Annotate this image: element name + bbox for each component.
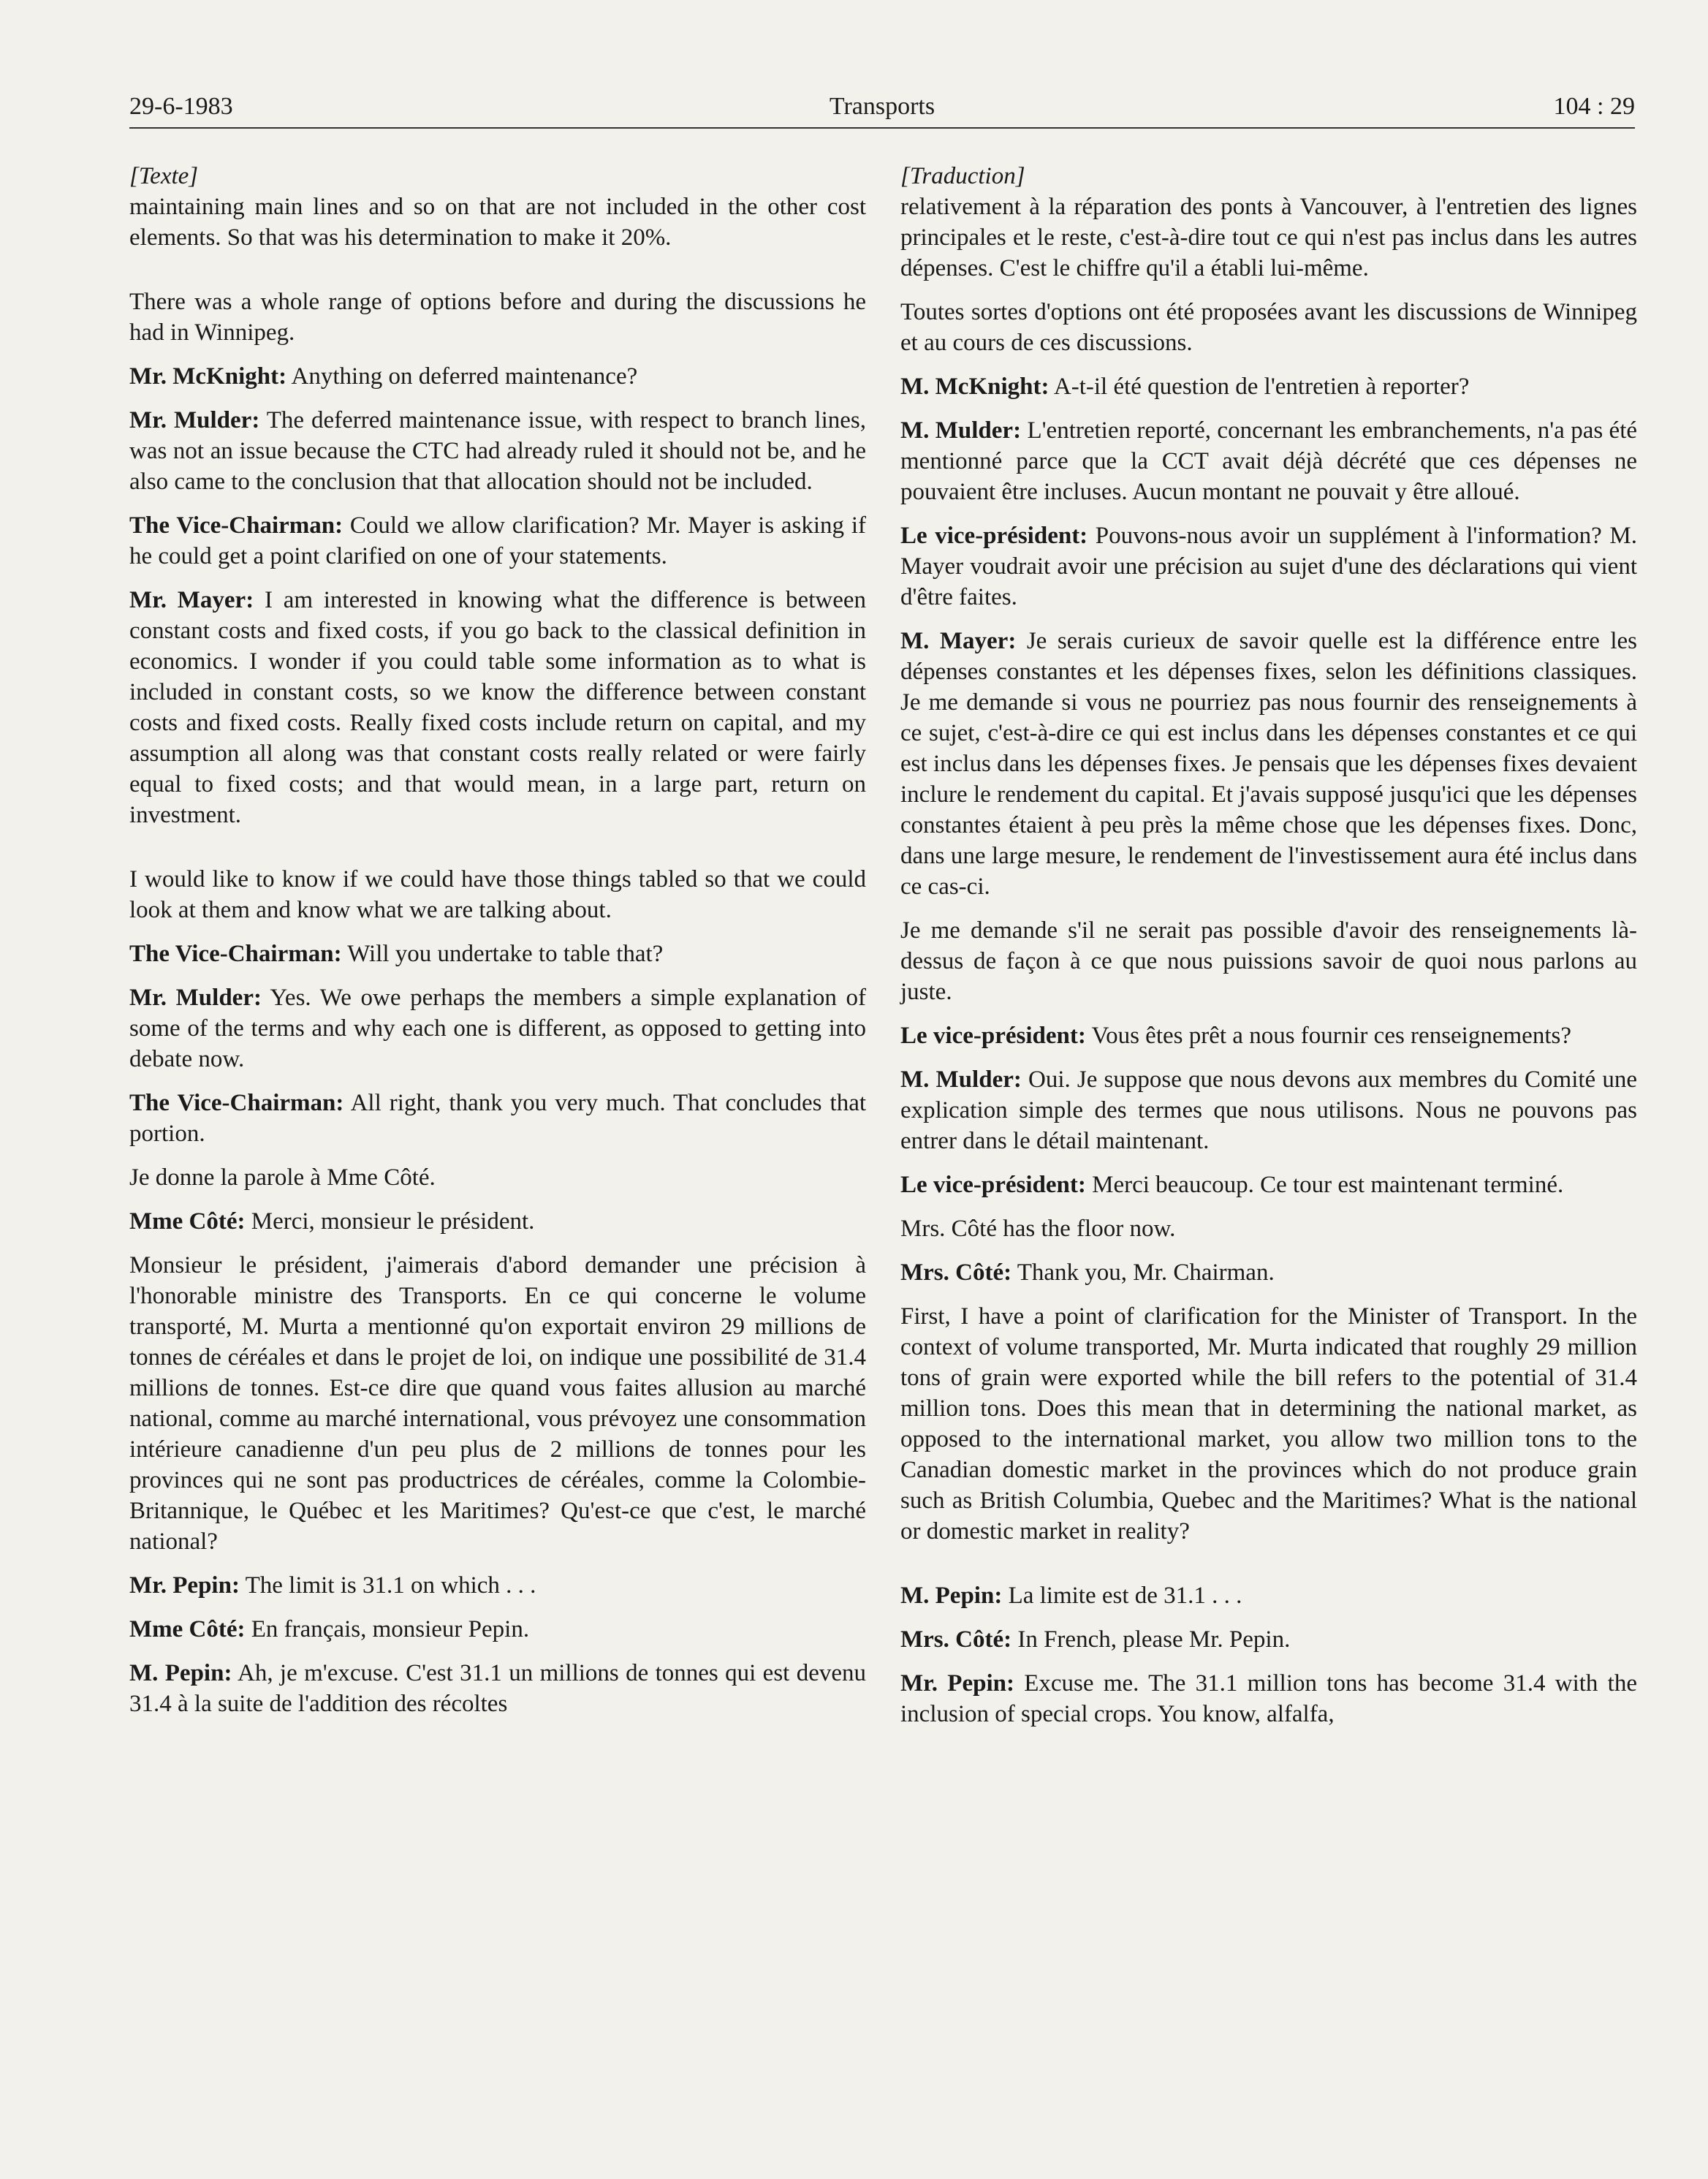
paragraph bbox=[900, 626, 1637, 902]
paragraph bbox=[129, 982, 866, 1075]
speaker-name: The Vice-Chairman: bbox=[129, 512, 344, 539]
paragraph bbox=[129, 939, 866, 969]
paragraph-text: I would like to know if we could have those things tabled so that we could look at them and know what we are talking about. bbox=[129, 866, 866, 923]
paragraph bbox=[900, 192, 1637, 284]
speaker-name: Le vice-président: bbox=[900, 523, 1088, 549]
speaker-name: The Vice-Chairman: bbox=[129, 1090, 344, 1116]
paragraph-text: Vous êtes prêt a nous fournir ces renseignements? bbox=[1091, 1023, 1571, 1049]
paragraph-text: The limit is 31.1 on which . . . bbox=[245, 1572, 536, 1599]
paragraph-text: In French, please Mr. Pepin. bbox=[1017, 1626, 1291, 1653]
paragraph bbox=[129, 192, 866, 253]
paragraph bbox=[129, 1658, 866, 1719]
paragraph bbox=[900, 1257, 1637, 1288]
paragraph-text: La limite est de 31.1 . . . bbox=[1008, 1583, 1242, 1609]
header-date: 29-6-1983 bbox=[129, 93, 233, 120]
paragraph-text: L'entretien reporté, concernant les embranchements, n'a pas été mentionné parce que la CCT avait déjà décrété que ces dépenses ne pouvaient être incluses. Aucun montant ne pouvait y être alloué. bbox=[900, 417, 1638, 505]
paragraph bbox=[129, 1250, 866, 1557]
paragraph bbox=[900, 415, 1637, 507]
speaker-name: M. Mayer: bbox=[900, 628, 1017, 654]
paragraph bbox=[900, 1213, 1637, 1244]
speaker-name: M. McKnight: bbox=[900, 374, 1050, 400]
paragraph-text: Je serais curieux de savoir quelle est la différence entre les dépenses constantes et les dépenses fixes, selon les définitions classiques. Je me demande si vous ne pourriez pas nous fournir des renseignements à ce sujet, c'est-à-dire ce qui est inclus dans les dépenses constantes et ce qui est inclus dans les dépenses fixes. Je pensais que les dépenses fixes devaient inclure le rendement du capital. Et j'avais supposé jusqu'ici que les dépenses constantes étaient à peu près la même chose que les dépenses fixes. Donc, dans une large mesure, le rendement de l'investissement aura été inclus dans ce cas-ci. bbox=[900, 628, 1638, 900]
paragraph-text: Thank you, Mr. Chairman. bbox=[1017, 1259, 1275, 1286]
paragraph-text: Pouvons-nous avoir un supplément à l'information? M. Mayer voudrait avoir une précision au sujet d'une des déclarations qui vient d'être faites. bbox=[900, 523, 1637, 610]
speaker-name: Le vice-président: bbox=[900, 1172, 1086, 1198]
paragraph-text: All right, thank you very much. That concludes that portion. bbox=[129, 1090, 867, 1147]
paragraph-text: Merci beaucoup. Ce tour est maintenant terminé. bbox=[1092, 1172, 1564, 1198]
header-title: Transports bbox=[829, 93, 935, 120]
paragraph-text: The deferred maintenance issue, with respect to branch lines, was not an issue because the CTC had already ruled it should not be, and he also came to the conclusion that that allocation should not be included. bbox=[129, 407, 866, 495]
paragraph-text: Oui. Je suppose que nous devons aux membres du Comité une explication simple des termes que nous utilisons. Nous ne pouvons pas entrer dans le détail maintenant. bbox=[900, 1066, 1638, 1154]
paragraph bbox=[129, 1206, 866, 1237]
paragraph bbox=[129, 585, 866, 830]
speaker-name: Le vice-président: bbox=[900, 1023, 1086, 1049]
column-tag: [Texte] bbox=[129, 163, 199, 189]
paragraph bbox=[900, 1624, 1637, 1655]
speaker-name: Mme Côté: bbox=[129, 1616, 246, 1642]
paragraph bbox=[129, 510, 866, 572]
paragraph bbox=[129, 287, 866, 348]
column-tag: [Traduction] bbox=[900, 163, 1025, 189]
speaker-name: M. Pepin: bbox=[900, 1583, 1003, 1609]
header-page-number: 104 : 29 bbox=[1553, 93, 1635, 120]
speaker-name: M. Mulder: bbox=[900, 417, 1022, 444]
paragraph-text: Merci, monsieur le président. bbox=[251, 1208, 535, 1235]
speaker-name: Mr. McKnight: bbox=[129, 363, 287, 390]
paragraph bbox=[900, 1668, 1637, 1729]
paragraph-text: Could we allow clarification? Mr. Mayer is asking if he could get a point clarified on one of your statements. bbox=[129, 512, 866, 569]
speaker-name: Mr. Mulder: bbox=[129, 985, 262, 1011]
paragraph-text: Will you undertake to table that? bbox=[347, 941, 664, 967]
paragraph bbox=[900, 520, 1637, 613]
speaker-name: Mrs. Côté: bbox=[900, 1259, 1012, 1286]
speaker-name: The Vice-Chairman: bbox=[129, 941, 342, 967]
paragraph-text: Toutes sortes d'options ont été proposées avant les discussions de Winnipeg et au cours de ces discussions. bbox=[900, 299, 1637, 356]
running-header bbox=[129, 86, 1635, 129]
paragraph-text: First, I have a point of clarification for the Minister of Transport. In the context of volume transported, Mr. Murta indicated that roughly 29 million tons of grain were exported while the bill refers to the potential of 31.4 million tons. Does this mean that in determining the national market, as opposed to the international market, you allow two million tons to the Canadian domestic market in the provinces which do not produce grain such as British Columbia, Quebec and the Maritimes? What is the national or domestic market in reality? bbox=[900, 1303, 1637, 1545]
right-column bbox=[900, 161, 1637, 1743]
paragraph bbox=[900, 915, 1637, 1007]
paragraph-text: En français, monsieur Pepin. bbox=[251, 1616, 530, 1642]
speaker-name: Mrs. Côté: bbox=[900, 1626, 1012, 1653]
left-column bbox=[129, 161, 866, 1732]
paragraph bbox=[900, 1064, 1637, 1156]
speaker-name: Mr. Mulder: bbox=[129, 407, 260, 433]
speaker-name: Mr. Pepin: bbox=[129, 1572, 240, 1599]
paragraph-text: Je me demande s'il ne serait pas possible d'avoir des renseignements là-dessus de façon à ce que nous puissions savoir de quoi nous parlons au juste. bbox=[900, 917, 1637, 1005]
paragraph-text: Mrs. Côté has the floor now. bbox=[900, 1216, 1176, 1242]
paragraph-text: Yes. We owe perhaps the members a simple explanation of some of the terms and why each one is different, as opposed to getting into debate now. bbox=[129, 985, 866, 1072]
paragraph bbox=[129, 1570, 866, 1601]
speaker-name: M. Mulder: bbox=[900, 1066, 1022, 1093]
paragraph-text: Monsieur le président, j'aimerais d'abord demander une précision à l'honorable ministre des Transports. En ce qui concerne le volume transporté, M. Murta a mentionné qu'on exportait environ 29 millions de tonnes de céréales et dans le projet de loi, on indique une possibilité de 31.4 millions de tonnes. Est-ce dire que quand vous faites allusion au marché national, comme au marché international, vous prévoyez une consommation intérieure canadienne d'un peu plus de 2 millions de tonnes pour les provinces qui ne sont pas productrices de céréales, comme la Colombie-Britannique, le Québec et les Maritimes? Qu'est-ce que c'est, le marché national? bbox=[129, 1252, 866, 1555]
paragraph-text: Anything on deferred maintenance? bbox=[291, 363, 638, 390]
paragraph-text: maintaining main lines and so on that are not included in the other cost elements. So that was his determination to make it 20%. bbox=[129, 194, 866, 251]
paragraph bbox=[129, 1162, 866, 1193]
speaker-name: M. Pepin: bbox=[129, 1660, 232, 1686]
speaker-name: Mr. Pepin: bbox=[900, 1670, 1014, 1697]
paragraph-text: Je donne la parole à Mme Côté. bbox=[129, 1164, 436, 1191]
paragraph-text: Excuse me. The 31.1 million tons has become 31.4 with the inclusion of special crops. You know, alfalfa, bbox=[900, 1670, 1638, 1727]
paragraph-text: I am interested in knowing what the difference is between constant costs and fixed costs, if you go back to the classical definition in economics. I wonder if you could table some information as to what is included in constant costs, so we know the difference between constant costs and fixed costs. Really fixed costs include return on capital, and my assumption all along was that constant costs really related or were fairly equal to fixed costs; and that would mean, in a large part, return on investment. bbox=[129, 587, 866, 828]
paragraph-text: A-t-il été question de l'entretien à reporter? bbox=[1053, 374, 1470, 400]
paragraph-text: relativement à la réparation des ponts à Vancouver, à l'entretien des lignes principales et le reste, c'est-à-dire tout ce qui n'est pas inclus dans les autres dépenses. C'est le chiffre qu'il a établi lui-même. bbox=[900, 194, 1637, 281]
paragraph bbox=[900, 1170, 1637, 1200]
speaker-name: Mr. Mayer: bbox=[129, 587, 254, 613]
paragraph bbox=[900, 371, 1637, 402]
speaker-name: Mme Côté: bbox=[129, 1208, 246, 1235]
paragraph bbox=[129, 1614, 866, 1645]
paragraph bbox=[129, 405, 866, 497]
paragraph bbox=[900, 1301, 1637, 1547]
paragraph bbox=[900, 1580, 1637, 1611]
paragraph-text: There was a whole range of options before and during the discussions he had in Winnipeg. bbox=[129, 289, 866, 346]
paragraph-text: Ah, je m'excuse. C'est 31.1 un millions de tonnes qui est devenu 31.4 à la suite de l'addition des récoltes bbox=[129, 1660, 866, 1717]
paragraph bbox=[129, 361, 866, 392]
paragraph bbox=[900, 297, 1637, 358]
paragraph bbox=[129, 864, 866, 925]
paragraph bbox=[129, 1088, 866, 1149]
paragraph bbox=[900, 1020, 1637, 1051]
